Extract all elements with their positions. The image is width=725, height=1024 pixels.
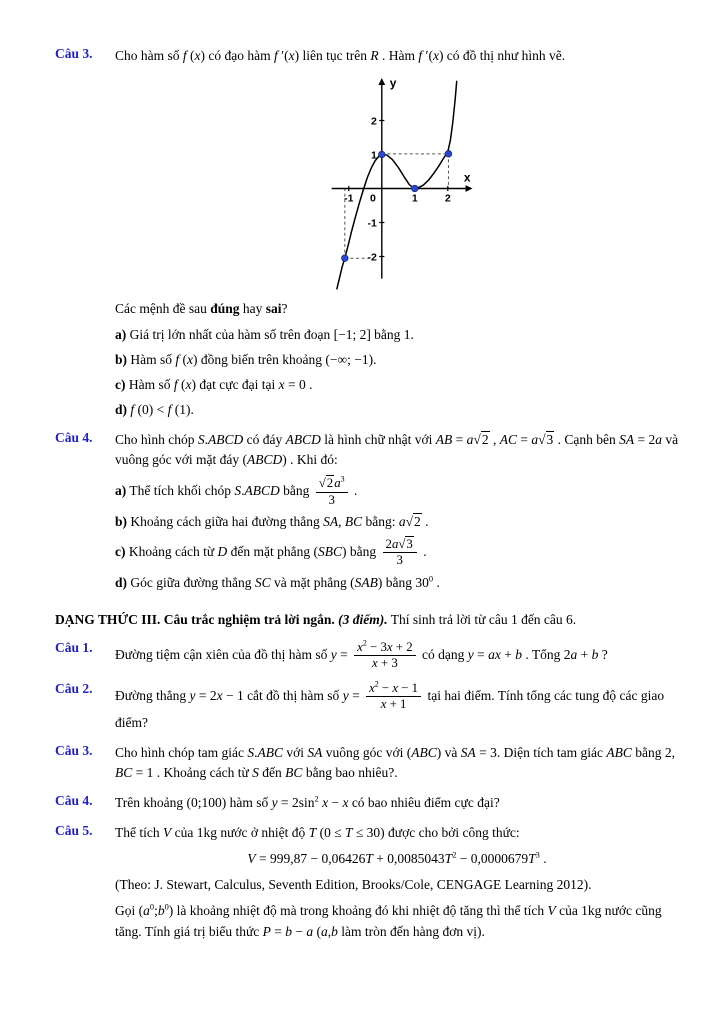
question-s5 — [55, 823, 679, 943]
question-text: Gọi $(a^0;b^0)$ là khoảng nhiệt độ mà trong khoảng đó khi nhiệt độ tăng thì thể tích V của 1kg nước cũng tăng. Tính giá trị biểu thức P = b − a (a,b làm tròn đến hàng đơn vị). — [115, 902, 662, 939]
question-number: Câu 1. — [55, 640, 93, 656]
marked-point — [342, 255, 349, 262]
axis-tick-label: -1 — [367, 217, 377, 230]
axis-tick-label: 2 — [370, 115, 377, 128]
statement-b: b) Khoảng cách giữa hai đường thẳng SA, BC bằng: a√2 . — [115, 514, 429, 530]
axis-tick-label: -2 — [367, 251, 377, 264]
question-number: Câu 2. — [55, 680, 93, 696]
statement-b: b) Hàm số f (x) đồng biến trên khoảng (−∞; −1). — [115, 351, 377, 367]
question-body — [115, 640, 679, 672]
x-axis-arrow — [466, 185, 473, 192]
axis-tick-label: 1 — [370, 149, 377, 162]
question-body — [115, 46, 679, 421]
question-intro: Cho hàm số f (x) có đạo hàm f ′(x) liên tục trên R . Hàm f ′(x) có đồ thị như hình vẽ. — [115, 48, 566, 63]
question-s2 — [55, 681, 679, 734]
question-prompt: Các mệnh đề sau đúng hay sai? — [115, 300, 288, 316]
question-number: Câu 3. — [55, 742, 93, 758]
question-body — [115, 743, 679, 785]
fprime-curve — [337, 81, 457, 288]
question-number: Câu 3. — [55, 46, 93, 61]
statement-a: a) Giá trị lớn nhất của hàm số trên đoạn [−1; 2] bằng 1. — [115, 326, 414, 342]
question-body — [115, 793, 679, 814]
marked-point — [412, 185, 419, 192]
fprime-graph — [319, 72, 475, 291]
citation: (Theo: J. Stewart, Calculus, Seventh Edition, Brooks/Cole, CENGAGE Learning 2012). — [115, 877, 592, 893]
question-s4 — [55, 793, 679, 814]
statement-c: c) Hàm số f (x) đạt cực đại tại x = 0 . — [115, 376, 313, 392]
question-intro: Cho hình chóp S.ABCD có đáy ABCD là hình chữ nhật với AB = a√2 , AC = a√3 . Cạnh bên SA = 2a và vuông góc với mặt đáy (ABCD) . Khi đó: — [115, 431, 679, 468]
axis-tick-label: 0 — [369, 192, 376, 205]
axis-tick-label: 1 — [411, 192, 418, 205]
section-header: DẠNG THỨC III. Câu trắc nghiệm trả lời ngắn. (3 điểm). Thí sinh trả lời từ câu 1 đến câu 6. — [55, 611, 577, 627]
question-s1 — [55, 640, 679, 672]
statement-c: c) Khoảng cách từ D đến mặt phẳng (SBC) bằng $\frac{2a√3}{3}$ . — [115, 537, 427, 568]
question-s3 — [55, 743, 679, 785]
axis-tick-label: 2 — [444, 192, 451, 205]
question-text: Đường tiệm cận xiên của đồ thị hàm số y = $\frac{x^2 - 3x + 2}{x + 3}$ có dạng y = ax + b . Tổng 2a + b ? — [115, 638, 608, 671]
question-body — [115, 823, 679, 943]
question-text: Cho hình chóp tam giác S.ABC với SA vuông góc với (ABC) và SA = 3. Diện tích tam giác ABC bằng 2, BC = 1 . Khoảng cách từ S đến BC bằng bao nhiêu?. — [115, 744, 675, 781]
question-text: Đường thẳng y = 2x − 1 cắt đồ thị hàm số y = $\frac{x^2 - x - 1}{x + 1}$ tại hai điểm. Tính tổng các tung độ các giao điểm? — [115, 679, 665, 730]
statement-d: d) f (0) < f (1). — [115, 401, 194, 417]
axis-tick-label: y — [389, 75, 397, 90]
question-body — [115, 681, 679, 734]
marked-point — [445, 150, 452, 157]
axis-tick-label: -1 — [344, 192, 354, 205]
marked-point — [379, 151, 386, 158]
statement-d: d) Góc giữa đường thẳng SC và mặt phẳng (SAB) bằng $30^0$ . — [115, 574, 440, 590]
question-number: Câu 4. — [55, 793, 93, 809]
question-tf3 — [55, 46, 679, 421]
question-text: Trên khoảng (0;100) hàm số $y = 2\sin^2$ x − x có bao nhiêu điểm cực đại? — [115, 794, 500, 811]
statement-a: a) Thể tích khối chóp S.ABCD bằng $\frac{√2a^3}{3}$ . — [115, 475, 358, 507]
axis-tick-label: x — [463, 170, 471, 185]
question-intro: Thể tích V của 1kg nước ở nhiệt độ T (0 ≤ T ≤ 30) được cho bởi công thức: — [115, 825, 520, 841]
question-tf4 — [55, 430, 679, 594]
question-body — [115, 430, 679, 594]
volume-formula: $V = 999,87 - 0,06426T + 0,0085043T^2 - 0,0000679T^3$ . — [247, 850, 547, 867]
question-number: Câu 4. — [55, 429, 93, 445]
fprime-graph-wrap — [115, 72, 679, 291]
question-number: Câu 5. — [55, 823, 93, 839]
y-axis-arrow — [378, 78, 385, 85]
